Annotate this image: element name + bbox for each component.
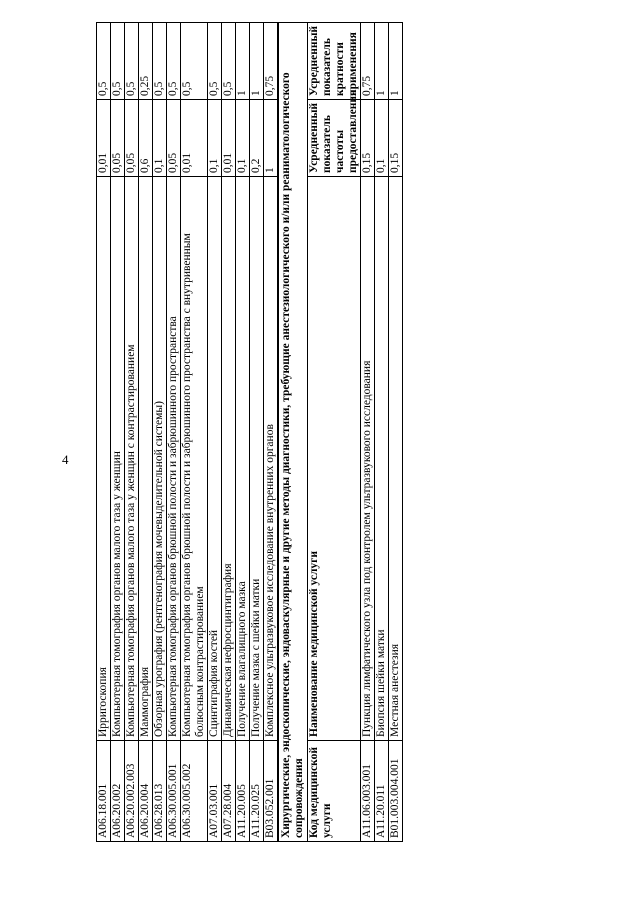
service-name: Компьютерная томография органов брюшной полости и забрюшинного пространства — [167, 177, 181, 741]
mult-value: 0,5 — [222, 23, 236, 100]
service-code: B03.052.001 — [264, 741, 279, 842]
service-name: Обзорная урография (рентгенография мочевыделительной системы) — [153, 177, 167, 741]
mult-value: 0,5 — [181, 23, 208, 100]
service-name: Динамическая нефросцинтиграфия — [222, 177, 236, 741]
mult-value: 0,75 — [361, 23, 375, 100]
page-number: 4 — [62, 452, 69, 467]
service-name: Маммография — [139, 177, 153, 741]
services-table — [96, 22, 403, 842]
service-code: A11.06.003.001 — [361, 741, 375, 842]
service-code: A06.20.002.003 — [125, 741, 139, 842]
service-name: Комплексное ультразвуковое исследование внутренних органов — [264, 177, 279, 741]
mult-value: 1 — [250, 23, 264, 100]
service-code: A07.28.004 — [222, 741, 236, 842]
table-row — [111, 23, 125, 842]
table-row — [167, 23, 181, 842]
freq-value: 0,01 — [181, 100, 208, 177]
column-header-row — [308, 23, 361, 842]
mult-value: 0,5 — [97, 23, 111, 100]
service-name: Получение мазка с шейки матки — [250, 177, 264, 741]
mult-value: 1 — [389, 23, 403, 100]
section-title: Хирургические, эндоскопические, эндоваскулярные и другие методы диагностики, требующие анестезиологического и/или реаниматологического сопровождения — [278, 23, 308, 842]
table-row — [125, 23, 139, 842]
mult-value: 1 — [375, 23, 389, 100]
service-code: A06.20.004 — [139, 741, 153, 842]
service-name: Пункция лимфатического узла под контролем ультразвукового исследования — [361, 177, 375, 741]
service-code: A06.30.005.001 — [167, 741, 181, 842]
freq-value: 1 — [264, 100, 279, 177]
mult-value: 0,5 — [153, 23, 167, 100]
service-name: Получение влагалищного мазка — [236, 177, 250, 741]
service-name: Местная анестезия — [389, 177, 403, 741]
freq-value: 0,15 — [389, 100, 403, 177]
section-header-row — [278, 23, 308, 842]
table-row — [250, 23, 264, 842]
service-code: A07.03.001 — [208, 741, 222, 842]
table-row — [222, 23, 236, 842]
service-code: B01.003.004.001 — [389, 741, 403, 842]
header-name: Наименование медицинской услуги — [308, 177, 361, 741]
service-code: A11.20.025 — [250, 741, 264, 842]
table-row — [153, 23, 167, 842]
service-code: A06.30.005.002 — [181, 741, 208, 842]
service-code: A11.20.011 — [375, 741, 389, 842]
table-row — [97, 23, 111, 842]
table-row — [236, 23, 250, 842]
freq-value: 0,05 — [111, 100, 125, 177]
mult-value: 0,5 — [208, 23, 222, 100]
table-row — [181, 23, 208, 842]
table-row — [208, 23, 222, 842]
header-code: Код медицинской услуги — [308, 741, 361, 842]
mult-value: 0,5 — [111, 23, 125, 100]
freq-value: 0,1 — [236, 100, 250, 177]
table-row — [361, 23, 375, 842]
freq-value: 0,2 — [250, 100, 264, 177]
mult-value: 0,5 — [167, 23, 181, 100]
mult-value: 0,75 — [264, 23, 279, 100]
header-freq: Усредненный показатель частоты предоставления — [308, 100, 361, 177]
header-mult: Усредненный показатель кратности применения — [308, 23, 361, 100]
freq-value: 0,1 — [375, 100, 389, 177]
service-code: A06.18.001 — [97, 741, 111, 842]
service-name: Компьютерная томография органов малого таза у женщин с контрастированием — [125, 177, 139, 741]
freq-value: 0,6 — [139, 100, 153, 177]
mult-value: 1 — [236, 23, 250, 100]
freq-value: 0,15 — [361, 100, 375, 177]
rotated-table-sheet — [96, 22, 448, 842]
table-row — [389, 23, 403, 842]
service-code: A11.20.005 — [236, 741, 250, 842]
freq-value: 0,1 — [153, 100, 167, 177]
table-row — [375, 23, 389, 842]
freq-value: 0,05 — [125, 100, 139, 177]
freq-value: 0,1 — [208, 100, 222, 177]
service-name: Сцинтиграфия костей — [208, 177, 222, 741]
service-code: A06.20.002 — [111, 741, 125, 842]
service-code: A06.28.013 — [153, 741, 167, 842]
mult-value: 0,25 — [139, 23, 153, 100]
service-name: Компьютерная томография органов брюшной полости и забрюшинного пространства с внутривенным болюсным контрастированием — [181, 177, 208, 741]
service-name: Компьютерная томография органов малого таза у женщин — [111, 177, 125, 741]
table-row — [139, 23, 153, 842]
table-row — [264, 23, 279, 842]
freq-value: 0,01 — [97, 100, 111, 177]
service-name: Ирригоскопия — [97, 177, 111, 741]
freq-value: 0,01 — [222, 100, 236, 177]
mult-value: 0,5 — [125, 23, 139, 100]
freq-value: 0,05 — [167, 100, 181, 177]
service-name: Биопсия шейки матки — [375, 177, 389, 741]
